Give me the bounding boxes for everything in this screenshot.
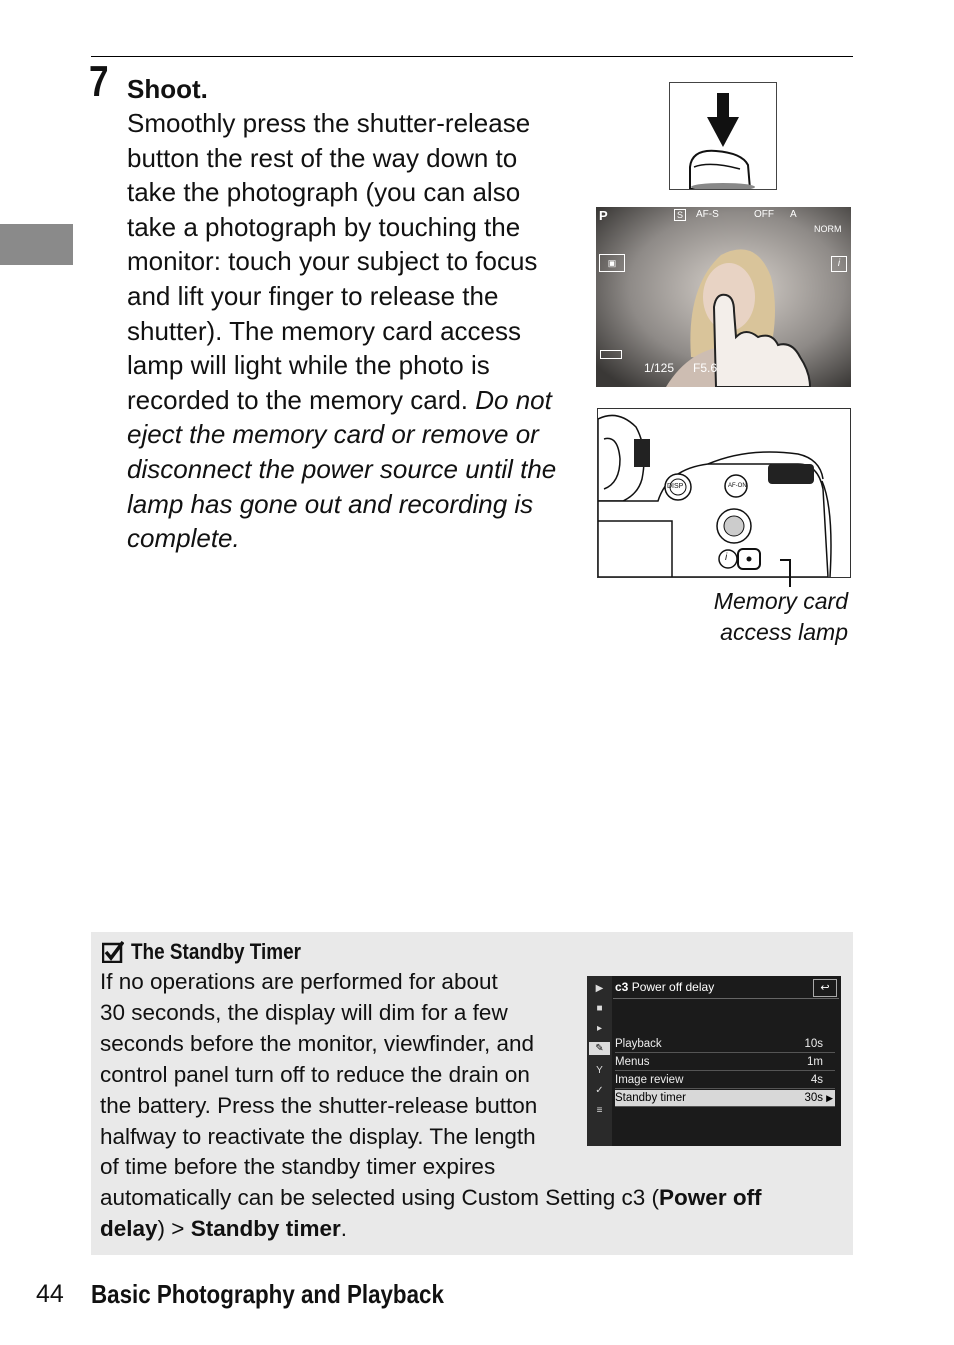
setting-name-bold: Power off: [659, 1185, 762, 1211]
step-warning-line: eject the memory card or remove or: [127, 419, 539, 450]
menu-tab-column: [587, 976, 612, 1146]
menu-row-image-review: Image review 4s: [615, 1072, 835, 1089]
lcd-touch-shutter-icon: ▣: [599, 254, 625, 272]
callout-line: Memory card: [713, 588, 848, 614]
note-line: 30 seconds, the display will dim for a few: [100, 999, 508, 1025]
step-title: Shoot.: [127, 74, 208, 104]
monitor-touch-illustration: [596, 207, 851, 387]
note-line: halfway to reactivate the display. The length: [100, 1123, 536, 1149]
step-line: take the photograph (you can also: [127, 177, 521, 208]
back-icon: ↩: [813, 979, 837, 997]
movie-menu-icon: ▸: [596, 1023, 603, 1034]
menu-row-playback: Playback 10s: [615, 1036, 835, 1053]
retouch-menu-icon: ✓: [595, 1085, 604, 1096]
menu-row-standby-timer: Standby timer 30s ▶: [615, 1090, 835, 1107]
step-line-italic: Do not: [475, 384, 552, 415]
lcd-release-mode: S: [674, 209, 686, 221]
top-rule: [91, 56, 853, 57]
note-line: automatically can be selected using Custom Setting c3 (Power off: [100, 1185, 762, 1211]
step-number: 7: [89, 57, 109, 106]
lcd-white-balance: A: [790, 209, 797, 220]
step-line: shutter). The memory card access: [127, 315, 521, 346]
my-menu-icon: ≡: [596, 1105, 603, 1116]
lcd-focus-mode: AF-S: [696, 209, 719, 220]
power-off-delay-menu: [587, 976, 841, 1146]
lcd-battery-icon: [600, 350, 622, 359]
custom-settings-menu-icon: ✎: [589, 1042, 610, 1055]
lcd-image-quality: NORM: [814, 224, 842, 234]
playback-menu-icon: ▶: [595, 983, 604, 994]
lcd-info-button: i: [831, 256, 847, 272]
info-button-label: i: [725, 552, 728, 563]
shutter-press-illustration: [669, 82, 777, 190]
finger-press-icon: [670, 83, 776, 189]
step-warning-line: complete.: [127, 523, 240, 554]
memory-card-lamp-callout: [680, 586, 848, 648]
menu-divider: [613, 998, 839, 999]
menu-title: c3 Power off delay: [615, 980, 715, 994]
note-line: control panel turn off to reduce the drain on: [100, 1061, 530, 1087]
chapter-tab: [0, 224, 73, 265]
camera-body-drawing: [598, 409, 850, 577]
step-body: [127, 106, 577, 556]
setup-menu-icon: Y: [596, 1065, 603, 1076]
note-line: of time before the standby timer expires: [100, 1154, 496, 1180]
step-warning-line: disconnect the power source until the: [127, 453, 557, 484]
step-warning-line: lamp has gone out and recording is: [127, 488, 534, 519]
checkmark-icon: [102, 941, 124, 963]
note-heading: [102, 937, 329, 967]
setting-item-bold: Standby timer: [190, 1216, 341, 1242]
note-line: delay) > Standby timer.: [100, 1216, 347, 1242]
step-line: and lift your finger to release the: [127, 280, 499, 311]
note-title: The Standby Timer: [131, 939, 301, 964]
step-line: Smoothly press the shutter-release: [127, 108, 531, 138]
lcd-flash-status: OFF: [754, 209, 774, 220]
step-line: lamp will light while the photo is: [127, 350, 490, 381]
step-line: monitor: touch your subject to focus: [127, 246, 538, 277]
note-line: If no operations are performed for about: [100, 969, 498, 994]
camera-back-illustration: [597, 408, 851, 578]
step-line-regular: recorded to the memory card.: [127, 384, 476, 415]
af-on-button-label: AF-ON: [728, 483, 747, 489]
menu-row-menus: Menus 1m: [615, 1054, 835, 1071]
step-line: button the rest of the way down to: [127, 142, 518, 173]
note-line: seconds before the monitor, viewfinder, and: [100, 1030, 535, 1056]
disp-button-label: DISP: [667, 483, 684, 490]
section-title: Basic Photography and Playback: [91, 1279, 444, 1309]
step-line: take a photograph by touching the: [127, 211, 521, 242]
chevron-right-icon: ▶: [826, 1093, 833, 1103]
callout-leader-line: [780, 558, 800, 588]
step-line: [127, 383, 577, 418]
callout-line: access lamp: [720, 619, 848, 645]
photo-shooting-menu-icon: ■: [596, 1003, 603, 1014]
page-number: 44: [36, 1280, 64, 1308]
lcd-aperture: F5.6: [693, 361, 718, 375]
portrait-photo: [596, 207, 851, 387]
lcd-shutter-speed: 1/125: [644, 361, 675, 375]
lcd-mode: P: [599, 208, 608, 223]
note-line: the battery. Press the shutter-release button: [100, 1092, 538, 1118]
